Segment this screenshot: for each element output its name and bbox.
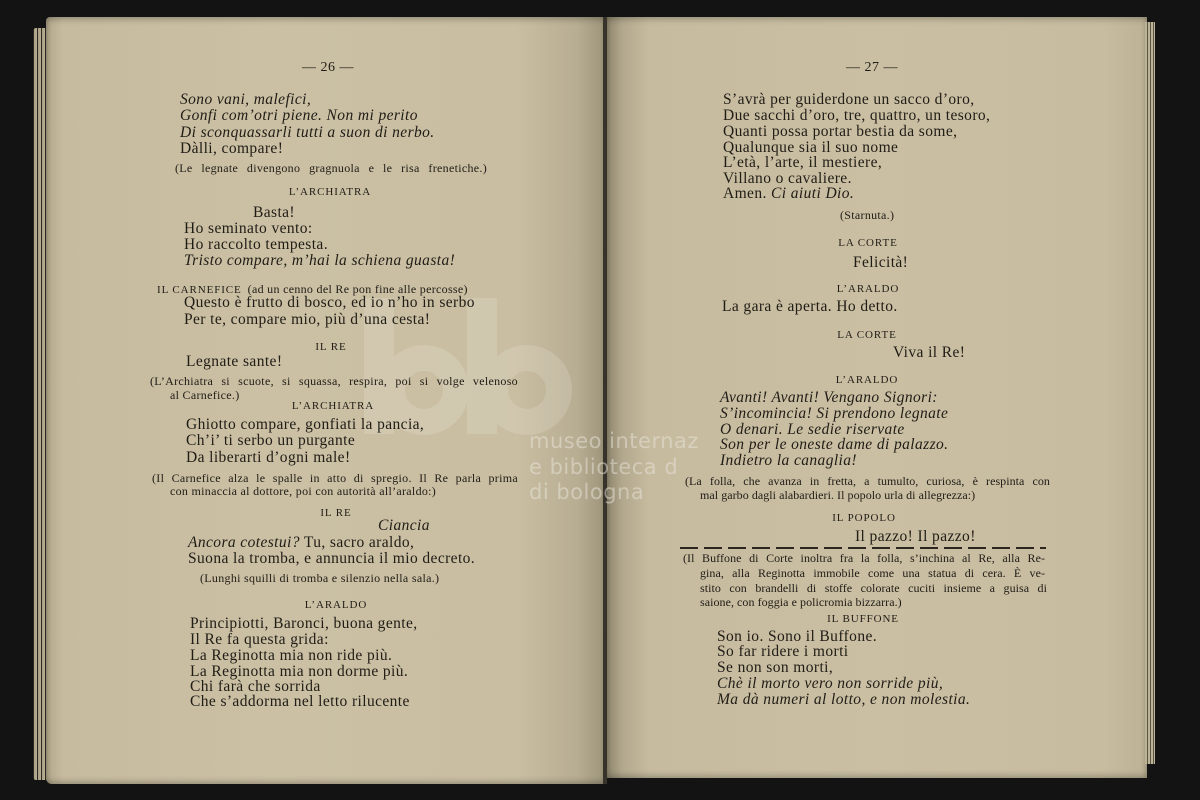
verse-line: La Reginotta mia non dorme più. — [190, 663, 409, 680]
verse-line: Ch’i’ ti serbo un purgante — [186, 432, 356, 449]
verse-line: La Reginotta mia non ride più. — [190, 647, 393, 664]
verse-line: Avanti! Avanti! Vengano Signori: — [720, 389, 938, 406]
stage-direction: gina, alla Reginotta immobile come una statua di cera. È ve- — [700, 566, 1045, 580]
verse-line — [723, 185, 854, 202]
stage-direction: (ad un cenno del Re pon fine alle percosse) — [247, 282, 468, 296]
verse-line: L’età, l’arte, il mestiere, — [723, 154, 883, 171]
verse-line: Da liberarti d’ogni male! — [186, 449, 351, 466]
verse-line: Due sacchi d’oro, tre, quattro, un tesoro, — [723, 107, 991, 124]
speaker-name: L’ARALDO — [835, 374, 899, 386]
verse-line: O denari. Le sedie riservate — [720, 421, 905, 438]
stage-direction: (Lunghi squilli di tromba e silenzio nella sala.) — [200, 571, 440, 585]
stage-direction: (La folla, che avanza in fretta, a tumulto, curiosa, è respinta con — [685, 474, 1050, 488]
verse-line: Che s’addorma nel letto rilucente — [190, 693, 410, 710]
stage-direction: (Il Buffone di Corte inoltra fra la folla, s’inchina al Re, alla Re- — [683, 551, 1045, 565]
speaker-name: L’ARCHIATRA — [291, 400, 375, 412]
verse-line: Tristo compare, m’hai la schiena guasta! — [184, 252, 456, 269]
speaker-name: L’ARCHIATRA — [288, 186, 372, 198]
verse-line: Felicità! — [853, 254, 909, 271]
verse-line: Legnate sante! — [186, 353, 283, 370]
verse-line: Villano o cavaliere. — [723, 170, 852, 187]
speaker-name: IL RE — [315, 341, 347, 353]
watermark-text: museo internaz — [529, 429, 699, 453]
verse-line: Ho raccolto tempesta. — [184, 236, 328, 253]
verse-fragment-italic: Ancora cotestui? — [188, 534, 300, 551]
verse-line: So far ridere i morti — [717, 643, 849, 660]
verse-line: Chè il morto vero non sorride più, — [717, 675, 944, 692]
page-number-left: — 26 — — [302, 60, 354, 75]
page-stack-right — [1145, 22, 1155, 764]
stage-direction: saione, con foggia e policromia bizzarra.) — [700, 595, 902, 609]
speaker-name: IL BUFFONE — [827, 613, 899, 625]
speaker-name: L’ARALDO — [304, 599, 368, 611]
verse-line: Chi farà che sorrida — [190, 678, 321, 695]
dashed-rule — [680, 547, 1046, 549]
stage-direction: al Carnefice.) — [170, 388, 240, 402]
speaker-name: IL CARNEFICE — [157, 284, 242, 296]
verse-line: Qualunque sia il suo nome — [723, 139, 899, 156]
verse-line: Se non son morti, — [717, 659, 834, 676]
verse-fragment-italic: Ci aiuti Dio. — [766, 185, 855, 202]
verse-line: Gonfi com’otri piene. Non mi perito — [180, 107, 418, 124]
verse-line: Ma dà numeri al lotto, e non molestia. — [717, 691, 971, 708]
verse-line: Ho seminato vento: — [184, 220, 313, 237]
verse-fragment: Tu, sacro araldo, — [299, 534, 415, 551]
verse-line: Dàlli, compare! — [180, 140, 284, 157]
verse-line: Viva il Re! — [893, 344, 966, 361]
page-number-right: — 27 — — [846, 60, 898, 75]
stage-direction: stito con brandelli di stoffe colorate cuciti insieme a guisa di — [700, 581, 1047, 595]
verse-line: Di sconquassarli tutti a suon di nerbo. — [180, 124, 435, 141]
speaker-name: IL POPOLO — [832, 512, 896, 524]
stage-direction: con minaccia al dottore, poi con autorità all’araldo:) — [170, 484, 437, 498]
speaker-name: LA CORTE — [837, 329, 897, 341]
verse-line: S’incomincia! Si prendono legnate — [720, 405, 949, 422]
stage-direction: (Il Carnefice alza le spalle in atto di spregio. Il Re parla prima — [152, 471, 518, 485]
verse-line: Quanti possa portar bestia da some, — [723, 123, 958, 140]
aside-line: Ciancia — [378, 517, 430, 534]
verse-line — [188, 534, 414, 551]
speaker-name: L’ARALDO — [836, 283, 900, 295]
verse-line: S’avrà per guiderdone un sacco d’oro, — [723, 91, 975, 108]
verse-line: Il Re fa questa grida: — [190, 631, 329, 648]
verse-line: Per te, compare mio, più d’una cesta! — [184, 311, 431, 328]
verse-line: Basta! — [253, 204, 295, 221]
book-gutter — [603, 17, 607, 784]
verse-line: Indietro la canaglia! — [720, 452, 857, 469]
stage-direction: (Le legnate divengono gragnuola e le risa frenetiche.) — [175, 161, 487, 175]
verse-fragment: Amen. — [723, 185, 767, 202]
verse-line: Questo è frutto di bosco, ed io n’ho in serbo — [184, 294, 475, 311]
stage-direction: mal garbo dagli alabardieri. Il popolo urla di allegrezza:) — [700, 488, 976, 502]
speaker-name: LA CORTE — [838, 237, 898, 249]
verse-line: Il pazzo! Il pazzo! — [855, 528, 976, 545]
verse-line: Son io. Sono il Buffone. — [717, 628, 878, 645]
verse-line: Ghiotto compare, gonfiati la pancia, — [186, 416, 425, 433]
speaker-name: IL RE — [320, 507, 352, 519]
verse-line: Principiotti, Baronci, buona gente, — [190, 615, 418, 632]
verse-line: Sono vani, malefici, — [180, 91, 312, 108]
stage-direction: (Starnuta.) — [840, 208, 895, 222]
watermark-text: e biblioteca d — [529, 455, 679, 479]
verse-line: Suona la tromba, e annuncia il mio decreto. — [188, 550, 476, 567]
stage-direction: (L’Archiatra si scuote, si squassa, respira, poi si volge velenoso — [150, 374, 518, 388]
verse-line: La gara è aperta. Ho detto. — [722, 298, 898, 315]
watermark-text: di bologna — [529, 480, 645, 504]
verse-line: Son per le oneste dame di palazzo. — [720, 436, 949, 453]
